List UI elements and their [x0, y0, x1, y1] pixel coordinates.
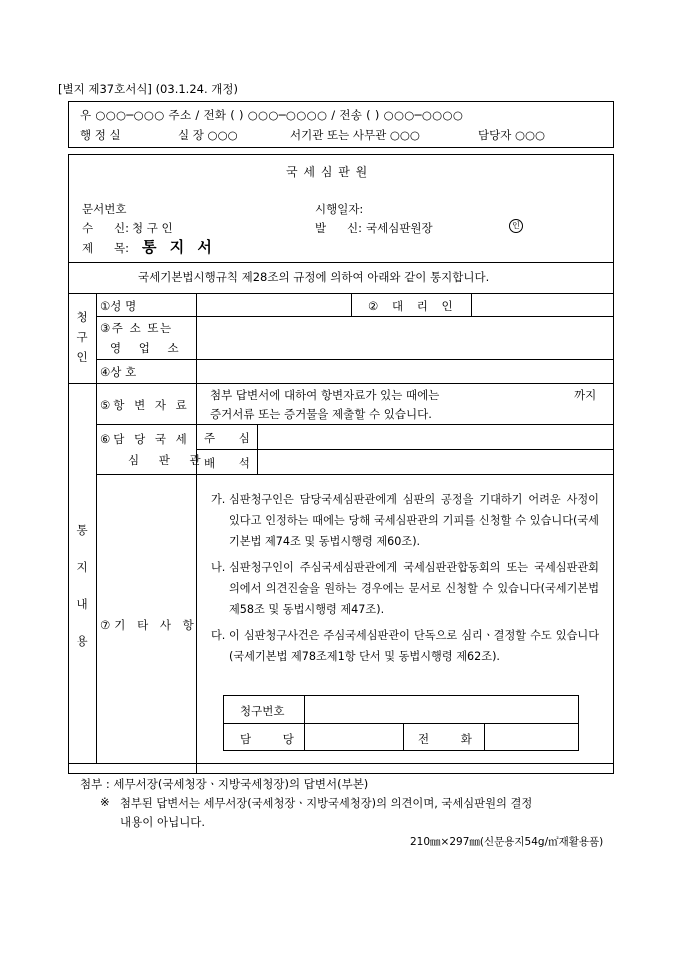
- subject-label: 제: [82, 241, 94, 255]
- notice-section-text: 통 지 내 용: [76, 523, 88, 648]
- attachment-note: 첨부 : 세무서장(국세청장ㆍ지방국세청장)의 답변서(부본): [80, 777, 369, 791]
- associate-judge-label: 배 석: [204, 456, 260, 470]
- notice-item-a-text: 심판청구인은 담당국세심판관에게 심판의 공정을 기대하기 어려운 사정이 있다고 인정하는 때에는 당해 국세심판관의 기피를 신청할 수 있습니다(국세기본법 제74조 및 동법시행령 제60조).: [229, 493, 599, 548]
- judge-label-1: ⑥담 당 국 세: [100, 432, 190, 446]
- notice-item-b-label: 나.: [211, 561, 226, 574]
- rebuttal-label: ⑤항 변 자 료: [100, 398, 190, 412]
- notice-item-c-text: 이 심판청구사건은 주심국세심판관이 단독으로 심리ㆍ결정할 수도 있습니다(국세기본법 제78조제1항 단서 및 동법시행령 제62조).: [229, 629, 599, 663]
- recipient-label: 수: [82, 221, 94, 235]
- paper-spec: 210㎜×297㎜(신문용지54g/㎡재활용품): [410, 836, 604, 848]
- contact-director: 실 장 ○○○: [178, 128, 238, 142]
- contact-handler: 담당자 ○○○: [478, 128, 546, 142]
- judge-label-2: 심 판 관: [128, 453, 209, 467]
- contact-office: 행 정 실: [80, 128, 121, 142]
- recipient-label-2: 신:: [114, 221, 129, 235]
- notice-item-b-text: 심판청구인이 주심국세심판관에게 국세심판관합동회의 또는 국세심판관회의에서 의견진술을 원하는 경우에는 문서로 신청할 수 있습니다(국세기본법 제58조 및 동법시행령 제47조).: [229, 561, 599, 616]
- agent-label: ② 대 리 인: [368, 299, 458, 313]
- note-line-2: 내용이 아닙니다.: [120, 815, 206, 829]
- subject-value: 통 지 서: [142, 238, 216, 256]
- subject-label-2: 목:: [114, 241, 129, 255]
- address-label-2: 영 업 소: [110, 341, 186, 355]
- claimant-section-text: 청 구 인: [76, 310, 88, 364]
- rebuttal-until: 까지: [574, 388, 597, 402]
- intro-text: 국세기본법시행규칙 제28조의 규정에 의하여 아래와 같이 통지합니다.: [138, 270, 490, 284]
- notice-item-c-label: 다.: [211, 629, 226, 642]
- notice-section-label: [74, 512, 90, 660]
- notice-item-a-label: 가.: [211, 493, 226, 506]
- note-mark: ※: [100, 795, 110, 809]
- form-reference: [별지 제37호서식] (03.1.24. 개정): [58, 82, 238, 96]
- contact-clerk: 서기관 또는 사무관 ○○○: [290, 128, 420, 142]
- name-label: [100, 298, 192, 314]
- seal-mark: 인: [509, 219, 523, 233]
- notice-item-b: [211, 557, 599, 621]
- handler-label: 담 당: [240, 732, 308, 746]
- rebuttal-text-2: 증거서류 또는 증거물을 제출할 수 있습니다.: [210, 407, 432, 421]
- other-matters-label: ⑦기 타 사 항: [100, 618, 198, 632]
- notice-item-a: [211, 489, 599, 553]
- chief-judge-label: 주 심: [204, 431, 260, 445]
- address-label-1: ③주 소 또는: [100, 321, 173, 335]
- sender-label-2: 신:: [347, 221, 362, 235]
- recipient-value: 청 구 인: [132, 221, 173, 235]
- sender-label: 발: [315, 221, 327, 235]
- business-label: ④상 호: [100, 365, 137, 379]
- sender-value: 국세심판원장: [366, 221, 433, 235]
- name-label-text: ①성 명: [100, 299, 137, 313]
- note-line-1: 첨부된 답변서는 세무서장(국세청장ㆍ지방국세청장)의 의견이며, 국세심판원의 결정: [120, 797, 533, 810]
- notice-item-c: [211, 625, 599, 689]
- rebuttal-text-1: 첨부 답변서에 대하여 항변자료가 있는 때에는: [210, 388, 440, 402]
- claim-number-label: 청구번호: [240, 704, 285, 718]
- doc-number-label: 문서번호: [82, 202, 127, 216]
- org-name: 국 세 심 판 원: [286, 165, 369, 179]
- phone-label: 전 화: [418, 732, 486, 746]
- claimant-section-label: [72, 307, 92, 367]
- contact-address-line: 우 ○○○─○○○ 주소 / 전화 ( ) ○○○─○○○○ / 전송 ( ) ○○○─○○○○: [80, 108, 464, 122]
- issue-date-label: 시행일자:: [315, 202, 364, 216]
